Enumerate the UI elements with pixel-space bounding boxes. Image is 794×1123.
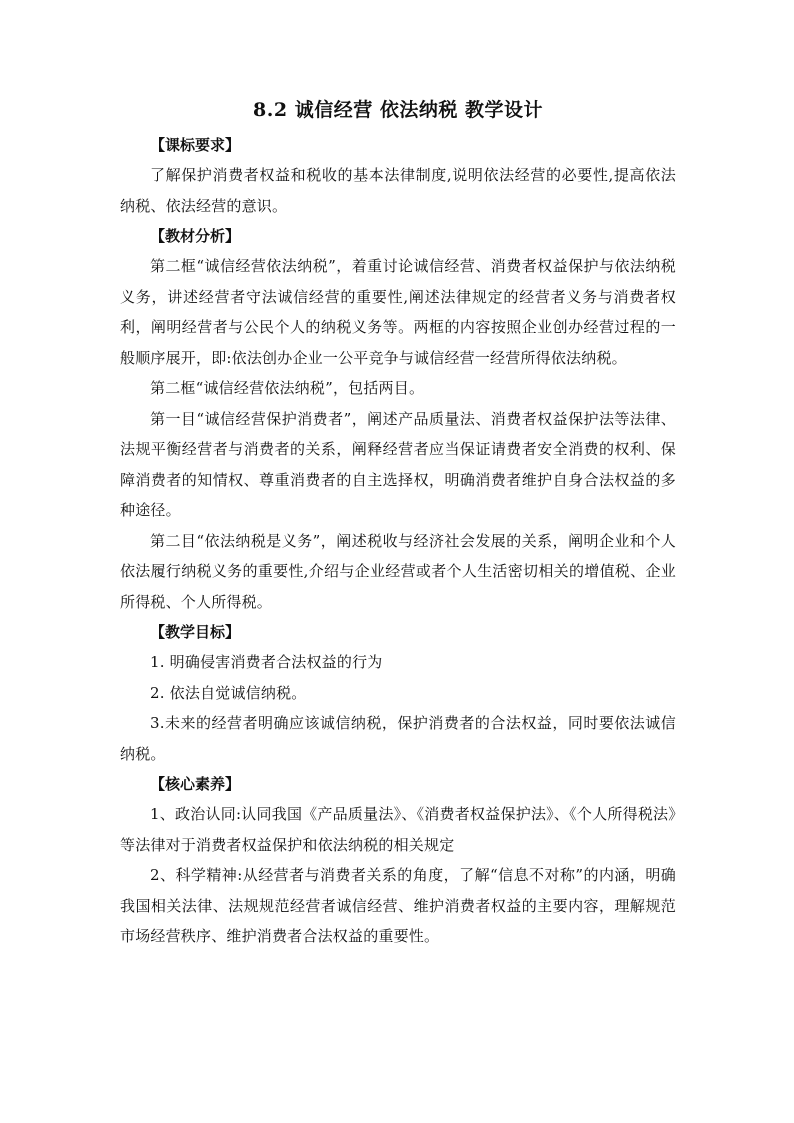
paragraph: 第二框“诚信经营依法纳税”，包括两目。 — [150, 379, 425, 397]
paragraph: 第一目“诚信经营保护消费者”，阐述产品质量法、消费者权益保护法等法律、法规平衡经营者与消费者的关系，阐释经营者应当保证请费者安全消费的权利、保障消费者的知情权、尊重消费者的自主选择权，明确消费者维护自身合法权益的多种途径。 — [120, 409, 676, 519]
document-page — [120, 96, 676, 952]
section-curriculum-requirements — [120, 130, 676, 221]
section-teaching-objectives — [120, 617, 676, 769]
list-item: 2. 依法自觉诚信纳税。 — [150, 683, 307, 702]
page-title: 8.2 诚信经营 依法纳税 教学设计 — [253, 99, 543, 121]
paragraph: 了解保护消费者权益和税收的基本法律制度,说明依法经营的必要性,提高依法纳税、依法经营的意识。 — [120, 166, 676, 215]
list-item: 1、政治认同:认同我国《产品质量法》、《消费者权益保护法》、《个人所得税法》等法律对于消费者权益保护和依法纳税的相关规定 — [120, 805, 676, 854]
section-textbook-analysis — [120, 221, 676, 617]
section-heading: 【教材分析】 — [150, 227, 241, 245]
list-item: 3.未来的经营者明确应该诚信纳税，保护消费者的合法权益，同时要依法诚信纳税。 — [120, 714, 676, 763]
paragraph: 第二框“诚信经营依法纳税”，着重讨论诚信经营、消费者权益保护与依法纳税义务，讲述经营者守法诚信经营的重要性,阐述法律规定的经营者义务与消费者权利，阐明经营者与公民个人的纳税义务等。两框的内容按照企业创办经营过程的一般顺序展开，即:依法创办企业一公平竞争与诚信经营一经营所得依法纳税。 — [120, 257, 676, 367]
section-core-competencies — [120, 769, 676, 952]
section-heading: 【教学目标】 — [150, 623, 241, 641]
list-item: 2、科学精神:从经营者与消费者关系的角度，了解“信息不对称”的内涵，明确我国相关法律、法规规范经营者诚信经营、维护消费者权益的主要内容，理解规范市场经营秩序、维护消费者合法权益的重要性。 — [120, 866, 676, 945]
list-item: 1. 明确侵害消费者合法权益的行为 — [150, 653, 383, 671]
section-heading: 【核心素养】 — [150, 775, 241, 793]
section-heading: 【课标要求】 — [150, 136, 241, 154]
paragraph: 第二目“依法纳税是义务”，阐述税收与经济社会发展的关系，阐明企业和个人依法履行纳税义务的重要性,介绍与企业经营或者个人生活密切相关的增值税、企业所得税、个人所得税。 — [120, 531, 676, 611]
